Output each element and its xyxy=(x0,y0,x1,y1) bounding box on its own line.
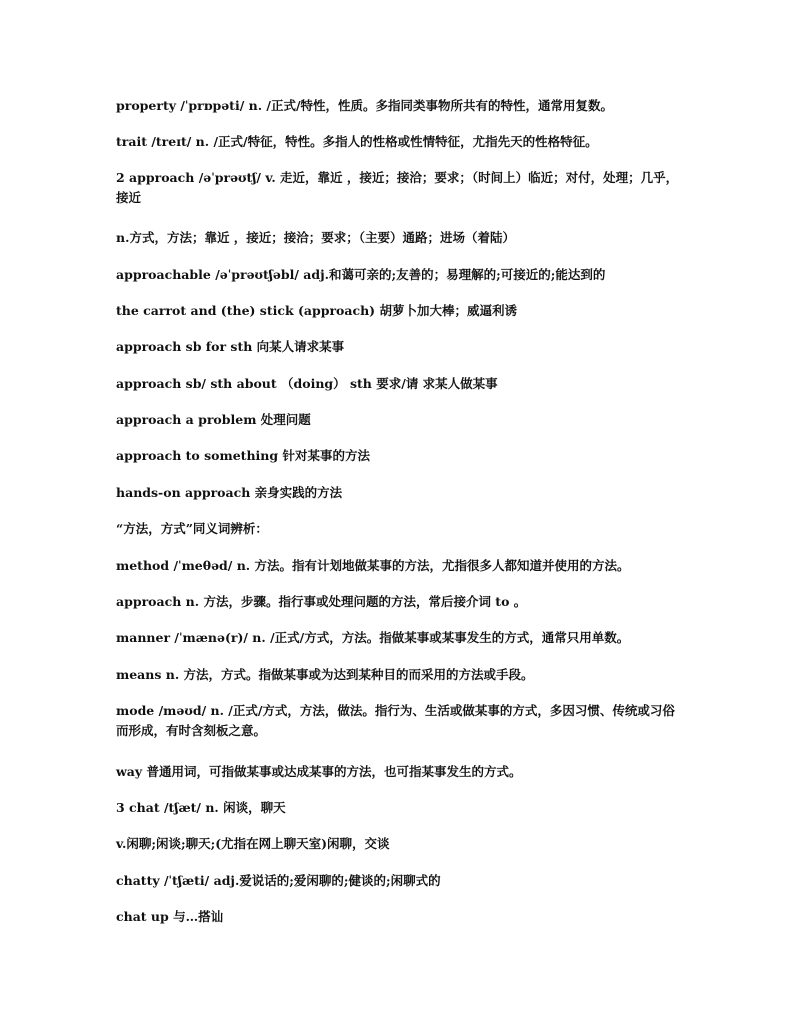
synonym-approach: approach n. 方法，步骤。指行事或处理问题的方法，常后接介词 to 。 xyxy=(116,594,527,609)
entry-chat-verb: v.闲聊;闲谈;聊天;(尤指在网上聊天室)闲聊，交谈 xyxy=(116,836,390,851)
entry-chat-noun: 3 chat /tʃæt/ n. 闲谈，聊天 xyxy=(116,800,286,815)
phrase-approach-to: approach to something 针对某事的方法 xyxy=(116,448,370,463)
entry-property: property /ˈprɒpəti/ n. /正式/特性，性质。多指同类事物所共有的特性，通常用复数。 xyxy=(116,98,614,113)
entry-approach-verb: 2 approach /əˈprəʊtʃ/ v. 走近，靠近 ，接近；接洽；要求；（时间上）临近；对付，处理；几乎，接近 xyxy=(116,170,679,205)
entry-chatty: chatty /ˈtʃæti/ adj.爱说话的;爱闲聊的;健谈的;闲聊式的 xyxy=(116,873,441,888)
synonym-means: means n. 方法，方式。指做某事或为达到某种目的而采用的方法或手段。 xyxy=(116,667,534,682)
phrase-approach-problem: approach a problem 处理问题 xyxy=(116,412,311,427)
synonym-manner: manner /ˈmænə(r)/ n. /正式/方式，方法。指做某事或某事发生的方式，通常只用单数。 xyxy=(116,630,630,645)
phrase-hands-on: hands-on approach 亲身实践的方法 xyxy=(116,485,343,500)
synonym-method: method /ˈmeθəd/ n. 方法。指有计划地做某事的方法，尤指很多人都知道并使用的方法。 xyxy=(116,558,630,573)
synonym-heading: “方法，方式”同义词辨析： xyxy=(116,521,268,536)
entry-approachable: approachable /əˈprəʊtʃəbl/ adj.和蔼可亲的;友善的；易理解的;可接近的;能达到的 xyxy=(116,267,606,282)
entry-trait: trait /treɪt/ n. /正式/特征，特性。多指人的性格或性情特征，尤指先天的性格特征。 xyxy=(116,134,598,149)
phrase-approach-sb-about: approach sb/ sth about （doing） sth 要求/请 求某人做某事 xyxy=(116,376,498,391)
phrase-approach-sb-for-sth: approach sb for sth 向某人请求某事 xyxy=(116,339,345,354)
synonym-way: way 普通用词，可指做某事或达成某事的方法，也可指某事发生的方式。 xyxy=(116,764,522,779)
phrase-chat-up: chat up 与…搭讪 xyxy=(116,909,224,924)
synonym-mode: mode /məʊd/ n. /正式/方式，方法，做法。指行为、生活或做某事的方式，多因习惯、传统或习俗而形成，有时含刻板之意。 xyxy=(116,703,675,738)
entry-approach-noun: n.方式，方法；靠近 ，接近；接洽；要求；（主要）通路；进场（着陆） xyxy=(116,230,516,245)
phrase-carrot-stick: the carrot and (the) stick (approach) 胡萝卜加大棒；威逼利诱 xyxy=(116,303,517,318)
